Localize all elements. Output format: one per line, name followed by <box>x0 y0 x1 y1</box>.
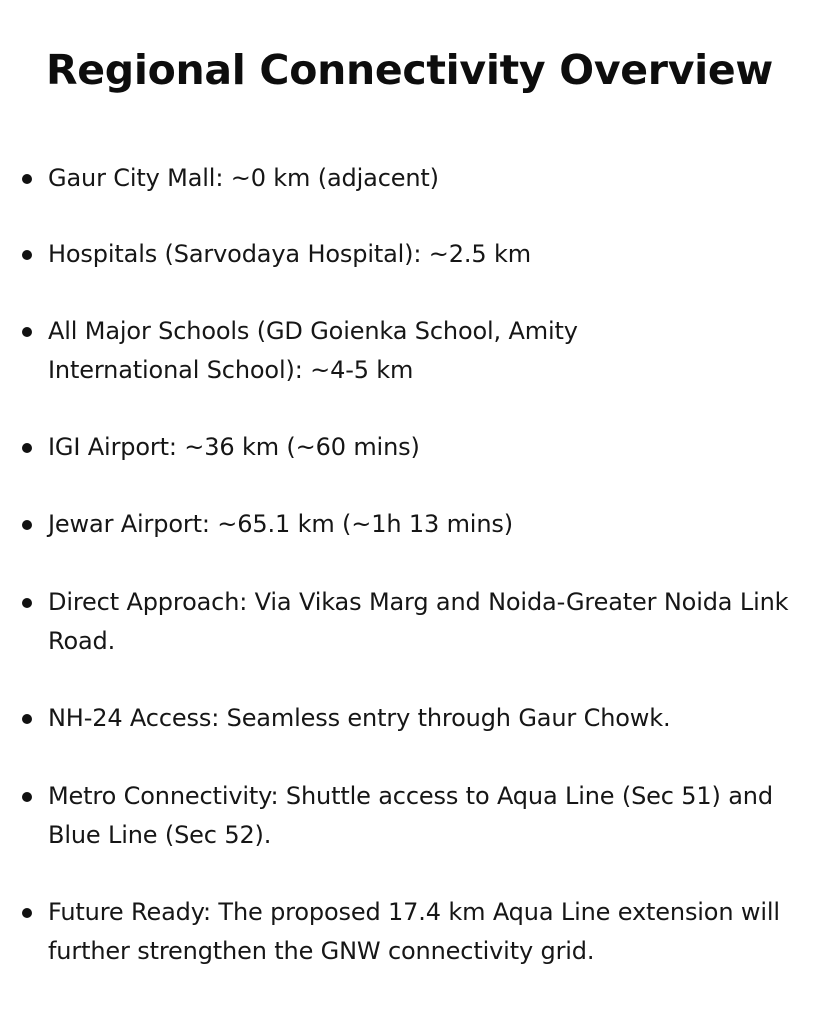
bullet-icon <box>22 598 32 608</box>
list-item-text: Metro Connectivity: Shuttle access to Aqua Line (Sec 51) and Blue Line (Sec 52). <box>48 782 773 849</box>
list-item-text: IGI Airport: ~36 km (~60 mins) <box>48 433 420 461</box>
list-item-text: Gaur City Mall: ~0 km (adjacent) <box>48 164 439 192</box>
list-item-text: Direct Approach: Via Vikas Marg and Noida-Greater Noida Link Road. <box>48 588 789 655</box>
bullet-icon <box>22 520 32 530</box>
bullet-icon <box>22 908 32 918</box>
list-item-text: All Major Schools (GD Goienka School, Amity International School): ~4-5 km <box>48 317 578 384</box>
list-item-text: Hospitals (Sarvodaya Hospital): ~2.5 km <box>48 240 531 268</box>
list-item-text: Future Ready: The proposed 17.4 km Aqua Line extension will further strengthen the GNW connectivity grid. <box>48 898 780 965</box>
list-item-text: Jewar Airport: ~65.1 km (~1h 13 mins) <box>48 510 513 538</box>
bullet-icon <box>22 250 32 260</box>
bullet-icon <box>22 792 32 802</box>
bullet-icon <box>22 174 32 184</box>
bullet-icon <box>22 443 32 453</box>
bullet-icon <box>22 714 32 724</box>
page-title: Regional Connectivity Overview <box>46 46 773 94</box>
bullet-icon <box>22 327 32 337</box>
list-item-text: NH-24 Access: Seamless entry through Gaur Chowk. <box>48 704 671 732</box>
